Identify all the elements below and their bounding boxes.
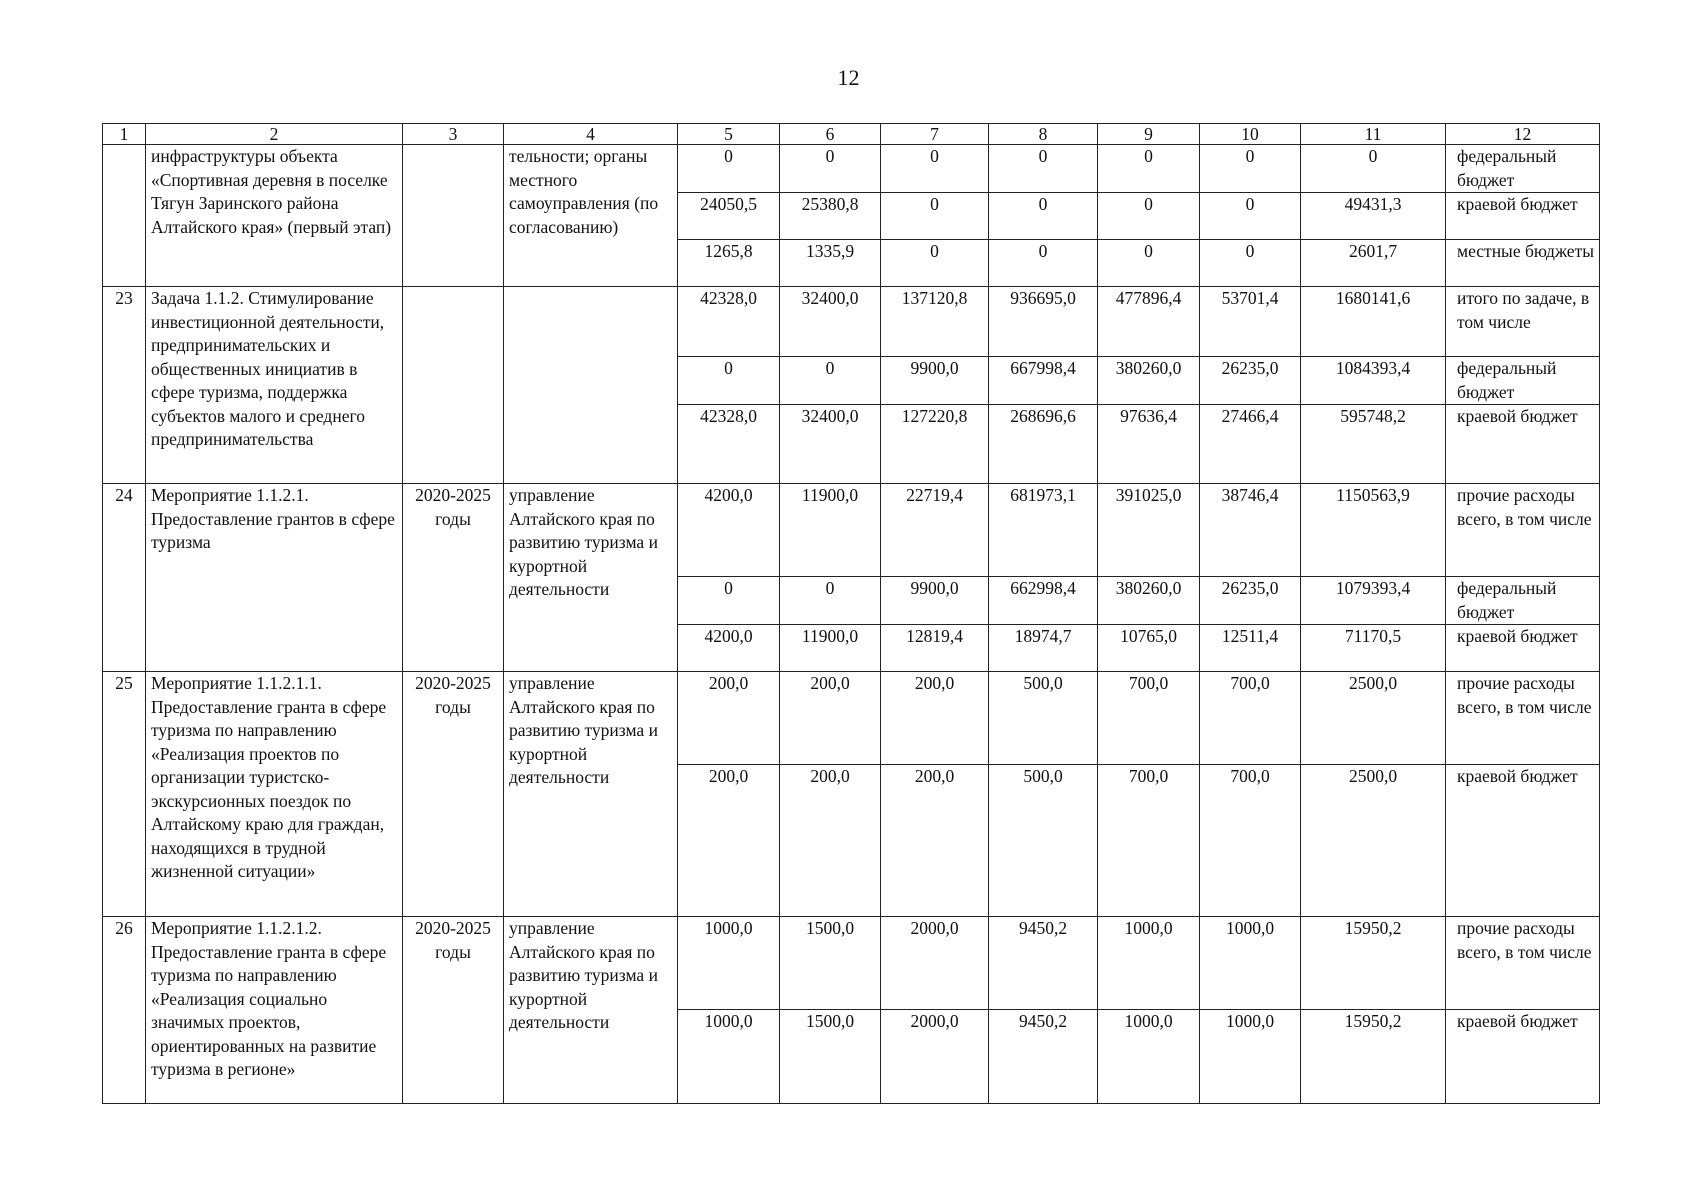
amount-cell: 18974,7 bbox=[989, 625, 1098, 672]
amount-cell: 1000,0 bbox=[678, 1010, 780, 1104]
funding-source: прочие расходы всего, в том числе bbox=[1446, 672, 1600, 765]
activity-description: Задача 1.1.2. Стимулирование инвестиционной деятельности, предпринимательских и общественных инициатив в сфере туризма, поддержка субъектов малого и среднего предпринимательства bbox=[146, 287, 403, 484]
implementation-period: 2020-2025 годы bbox=[403, 672, 504, 917]
column-header: 5 bbox=[678, 124, 780, 145]
amount-cell: 391025,0 bbox=[1098, 484, 1200, 577]
amount-cell: 0 bbox=[1200, 145, 1301, 193]
column-header: 7 bbox=[881, 124, 989, 145]
amount-cell: 2000,0 bbox=[881, 1010, 989, 1104]
amount-cell: 4200,0 bbox=[678, 484, 780, 577]
amount-cell: 0 bbox=[780, 145, 881, 193]
amount-cell: 380260,0 bbox=[1098, 577, 1200, 625]
amount-cell: 0 bbox=[1200, 193, 1301, 240]
amount-cell: 200,0 bbox=[780, 765, 881, 917]
amount-cell: 25380,8 bbox=[780, 193, 881, 240]
amount-cell: 0 bbox=[881, 145, 989, 193]
funding-source: краевой бюджет bbox=[1446, 1010, 1600, 1104]
amount-cell: 936695,0 bbox=[989, 287, 1098, 357]
amount-cell: 0 bbox=[678, 145, 780, 193]
row-number: 26 bbox=[103, 917, 146, 1104]
amount-cell: 32400,0 bbox=[780, 405, 881, 484]
amount-cell: 200,0 bbox=[678, 672, 780, 765]
amount-cell: 200,0 bbox=[678, 765, 780, 917]
column-header: 12 bbox=[1446, 124, 1600, 145]
amount-cell: 15950,2 bbox=[1301, 1010, 1446, 1104]
funding-source: краевой бюджет bbox=[1446, 765, 1600, 917]
amount-cell: 0 bbox=[780, 357, 881, 405]
amount-cell: 4200,0 bbox=[678, 625, 780, 672]
amount-cell: 595748,2 bbox=[1301, 405, 1446, 484]
amount-cell: 127220,8 bbox=[881, 405, 989, 484]
amount-cell: 2000,0 bbox=[881, 917, 989, 1010]
amount-cell: 0 bbox=[881, 193, 989, 240]
amount-cell: 667998,4 bbox=[989, 357, 1098, 405]
amount-cell: 12819,4 bbox=[881, 625, 989, 672]
funding-source: краевой бюджет bbox=[1446, 405, 1600, 484]
implementation-period: 2020-2025 годы bbox=[403, 484, 504, 672]
amount-cell: 26235,0 bbox=[1200, 357, 1301, 405]
amount-cell: 12511,4 bbox=[1200, 625, 1301, 672]
table-row bbox=[103, 145, 1600, 193]
amount-cell: 2500,0 bbox=[1301, 765, 1446, 917]
column-header: 2 bbox=[146, 124, 403, 145]
amount-cell: 9900,0 bbox=[881, 577, 989, 625]
amount-cell: 1000,0 bbox=[1200, 917, 1301, 1010]
activity-description: инфраструктуры объекта «Спортивная деревня в поселке Тягун Заринского района Алтайского края» (первый этап) bbox=[146, 145, 403, 287]
amount-cell: 42328,0 bbox=[678, 287, 780, 357]
activity-description: Мероприятие 1.1.2.1.1. Предоставление гранта в сфере туризма по направлению «Реализация проектов по организации туристско-экскурсионных поездок по Алтайскому краю для граждан, находящихся в трудной жизненной ситуации» bbox=[146, 672, 403, 917]
funding-source: местные бюджеты bbox=[1446, 240, 1600, 287]
implementation-period bbox=[403, 145, 504, 287]
amount-cell: 1000,0 bbox=[678, 917, 780, 1010]
amount-cell: 1079393,4 bbox=[1301, 577, 1446, 625]
amount-cell: 9900,0 bbox=[881, 357, 989, 405]
amount-cell: 0 bbox=[678, 357, 780, 405]
amount-cell: 200,0 bbox=[780, 672, 881, 765]
activity-description: Мероприятие 1.1.2.1.2. Предоставление гранта в сфере туризма по направлению «Реализация социально значимых проектов, ориентированных на развитие туризма в регионе» bbox=[146, 917, 403, 1104]
budget-table bbox=[102, 123, 1600, 1104]
column-header: 1 bbox=[103, 124, 146, 145]
amount-cell: 137120,8 bbox=[881, 287, 989, 357]
table-row bbox=[103, 672, 1600, 765]
row-number: 23 bbox=[103, 287, 146, 484]
executor: управление Алтайского края по развитию туризма и курортной деятельности bbox=[504, 672, 678, 917]
amount-cell: 97636,4 bbox=[1098, 405, 1200, 484]
amount-cell: 10765,0 bbox=[1098, 625, 1200, 672]
executor: тельности; органы местного самоуправления (по согласованию) bbox=[504, 145, 678, 287]
amount-cell: 0 bbox=[1098, 145, 1200, 193]
amount-cell: 500,0 bbox=[989, 672, 1098, 765]
table-row bbox=[103, 917, 1600, 1010]
amount-cell: 11900,0 bbox=[780, 484, 881, 577]
amount-cell: 268696,6 bbox=[989, 405, 1098, 484]
amount-cell: 0 bbox=[780, 577, 881, 625]
amount-cell: 1680141,6 bbox=[1301, 287, 1446, 357]
implementation-period: 2020-2025 годы bbox=[403, 917, 504, 1104]
executor: управление Алтайского края по развитию туризма и курортной деятельности bbox=[504, 484, 678, 672]
funding-source: прочие расходы всего, в том числе bbox=[1446, 917, 1600, 1010]
page-number: 12 bbox=[837, 65, 860, 90]
amount-cell: 49431,3 bbox=[1301, 193, 1446, 240]
amount-cell: 42328,0 bbox=[678, 405, 780, 484]
funding-source: краевой бюджет bbox=[1446, 193, 1600, 240]
row-number bbox=[103, 145, 146, 287]
column-header: 6 bbox=[780, 124, 881, 145]
amount-cell: 1335,9 bbox=[780, 240, 881, 287]
amount-cell: 22719,4 bbox=[881, 484, 989, 577]
amount-cell: 700,0 bbox=[1098, 765, 1200, 917]
amount-cell: 662998,4 bbox=[989, 577, 1098, 625]
funding-source: федеральный бюджет bbox=[1446, 357, 1600, 405]
column-header: 3 bbox=[403, 124, 504, 145]
row-number: 25 bbox=[103, 672, 146, 917]
amount-cell: 200,0 bbox=[881, 765, 989, 917]
amount-cell: 1084393,4 bbox=[1301, 357, 1446, 405]
executor: управление Алтайского края по развитию туризма и курортной деятельности bbox=[504, 917, 678, 1104]
amount-cell: 0 bbox=[989, 240, 1098, 287]
amount-cell: 0 bbox=[881, 240, 989, 287]
amount-cell: 200,0 bbox=[881, 672, 989, 765]
amount-cell: 477896,4 bbox=[1098, 287, 1200, 357]
amount-cell: 9450,2 bbox=[989, 1010, 1098, 1104]
amount-cell: 11900,0 bbox=[780, 625, 881, 672]
activity-description: Мероприятие 1.1.2.1. Предоставление грантов в сфере туризма bbox=[146, 484, 403, 672]
amount-cell: 1500,0 bbox=[780, 917, 881, 1010]
column-header: 4 bbox=[504, 124, 678, 145]
implementation-period bbox=[403, 287, 504, 484]
amount-cell: 0 bbox=[989, 193, 1098, 240]
amount-cell: 9450,2 bbox=[989, 917, 1098, 1010]
amount-cell: 38746,4 bbox=[1200, 484, 1301, 577]
table-row bbox=[103, 287, 1600, 357]
amount-cell: 700,0 bbox=[1200, 672, 1301, 765]
funding-source: прочие расходы всего, в том числе bbox=[1446, 484, 1600, 577]
amount-cell: 1000,0 bbox=[1098, 1010, 1200, 1104]
funding-source: федеральный бюджет bbox=[1446, 577, 1600, 625]
amount-cell: 0 bbox=[1200, 240, 1301, 287]
amount-cell: 0 bbox=[1098, 240, 1200, 287]
funding-source: итого по задаче, в том числе bbox=[1446, 287, 1600, 357]
amount-cell: 1000,0 bbox=[1200, 1010, 1301, 1104]
amount-cell: 681973,1 bbox=[989, 484, 1098, 577]
amount-cell: 53701,4 bbox=[1200, 287, 1301, 357]
funding-source: федеральный бюджет bbox=[1446, 145, 1600, 193]
amount-cell: 27466,4 bbox=[1200, 405, 1301, 484]
column-header: 10 bbox=[1200, 124, 1301, 145]
column-header: 9 bbox=[1098, 124, 1200, 145]
amount-cell: 1150563,9 bbox=[1301, 484, 1446, 577]
row-number: 24 bbox=[103, 484, 146, 672]
amount-cell: 0 bbox=[989, 145, 1098, 193]
table-row bbox=[103, 484, 1600, 577]
funding-source: краевой бюджет bbox=[1446, 625, 1600, 672]
column-number-row bbox=[103, 124, 1600, 145]
amount-cell: 700,0 bbox=[1098, 672, 1200, 765]
amount-cell: 2601,7 bbox=[1301, 240, 1446, 287]
amount-cell: 32400,0 bbox=[780, 287, 881, 357]
amount-cell: 24050,5 bbox=[678, 193, 780, 240]
amount-cell: 15950,2 bbox=[1301, 917, 1446, 1010]
executor bbox=[504, 287, 678, 484]
column-header: 8 bbox=[989, 124, 1098, 145]
amount-cell: 2500,0 bbox=[1301, 672, 1446, 765]
amount-cell: 0 bbox=[678, 577, 780, 625]
column-header: 11 bbox=[1301, 124, 1446, 145]
amount-cell: 26235,0 bbox=[1200, 577, 1301, 625]
amount-cell: 1265,8 bbox=[678, 240, 780, 287]
amount-cell: 0 bbox=[1098, 193, 1200, 240]
amount-cell: 71170,5 bbox=[1301, 625, 1446, 672]
amount-cell: 0 bbox=[1301, 145, 1446, 193]
amount-cell: 500,0 bbox=[989, 765, 1098, 917]
amount-cell: 1000,0 bbox=[1098, 917, 1200, 1010]
amount-cell: 1500,0 bbox=[780, 1010, 881, 1104]
amount-cell: 700,0 bbox=[1200, 765, 1301, 917]
amount-cell: 380260,0 bbox=[1098, 357, 1200, 405]
